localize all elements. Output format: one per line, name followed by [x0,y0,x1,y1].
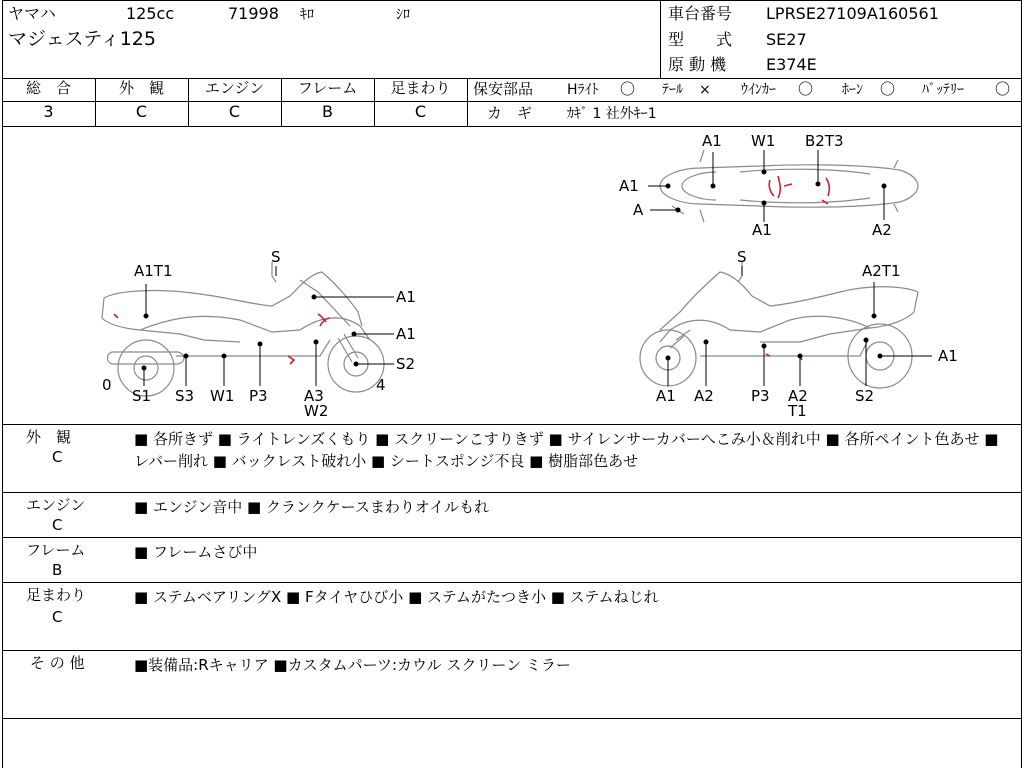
comment-text-suspension: ■ ステムベアリングX ■ Fタイヤひび小 ■ ステムがたつき小 ■ ステムねじれ [134,588,659,606]
color-value: ｼﾛ [396,7,410,23]
label-top-b2t3: B2T3 [805,132,844,150]
damage-mark-top-seat-c [822,178,829,204]
safety-horn: ﾎｰﾝ [842,82,863,98]
comment-grade-frame: B [52,561,63,579]
label-left-a1-upper: A1 [396,288,416,306]
score-header-exterior: 外 観 [118,79,164,97]
safety-winker-mark: 〇 [798,80,814,98]
mileage-value: 71998 [228,4,279,23]
comment-text-other: ■装備品:Rキャリア ■カスタムパーツ:カウル スクリーン ミラー [134,656,571,674]
score-header-engine: エンジン [204,79,265,97]
right-scooter-outline [640,262,918,388]
damage-mark-left-rear [114,314,118,318]
model-name: マジェスティ125 [8,28,156,50]
comment-grade-engine: C [52,516,63,534]
score-header-suspension: 足まわり [390,79,451,97]
comment-label-engine: エンジン [26,496,86,514]
label-left-s: S [271,248,281,266]
engine-label: 原 動 機 [668,55,727,74]
type-label: 型 式 [668,30,733,49]
comment-text-exterior: ■ 各所きず ■ ライトレンズくもり ■ スクリーンこすりきず ■ サイレンサーカバーへこみ小＆削れ中 ■ 各所ペイント色あせ ■ レバー削れ ■ バックレスト破れ小 ■ シートスポンジ不良 ■ 樹脂部色あせ [134,430,999,470]
label-top-a: A [633,201,644,219]
label-left-4: 4 [376,376,386,394]
label-top-w1: W1 [751,132,776,150]
frame-no-label: 車台番号 [668,4,733,23]
type-value: SE27 [766,30,807,49]
label-right-s: S [737,248,747,266]
safety-tail: ﾃｰﾙ [662,82,683,98]
safety-tail-mark: × [699,82,711,98]
comment-label-other: そ の 他 [30,654,85,672]
label-right-s2: S2 [855,387,875,405]
comment-label-exterior: 外 観 [26,428,72,446]
label-left-w2: W2 [304,402,329,420]
maker: ヤマハ [8,4,56,23]
damage-mark-top-seat-b [784,184,792,186]
key-label: カ ギ [487,104,533,122]
comment-label-suspension: 足まわり [26,586,87,604]
label-right-a1-rear: A1 [938,347,958,365]
displacement: 125cc [126,4,175,23]
safety-label: 保安部品 [473,80,534,98]
comment-label-frame: フレーム [26,541,86,559]
safety-headlight-mark: 〇 [620,80,636,98]
comment-text-engine: ■ エンジン音中 ■ クランクケースまわりオイルもれ [134,498,490,516]
label-top-a1-left: A1 [619,177,639,195]
label-left-0: 0 [102,376,112,394]
label-top-a2: A2 [872,221,892,239]
label-left-p3: P3 [249,387,268,405]
comment-grade-exterior: C [52,448,63,466]
mileage-unit: ｷﾛ [300,7,314,23]
label-right-a1-front: A1 [656,387,676,405]
damage-mark-left-lower [288,356,294,364]
score-overall: 3 [43,102,54,121]
label-left-a1t1: A1T1 [134,262,173,280]
score-engine: C [228,102,241,121]
comment-grade-suspension: C [52,608,63,626]
label-right-t1: T1 [788,402,807,420]
label-right-a2: A2 [694,387,714,405]
label-right-p3: P3 [751,387,770,405]
label-top-a1-bottom: A1 [752,221,772,239]
label-right-a2t1: A2T1 [862,262,901,280]
score-suspension: C [414,102,427,121]
score-exterior: C [135,102,148,121]
safety-battery: ﾊﾞｯﾃﾘｰ [922,82,964,98]
safety-battery-mark: 〇 [995,80,1011,98]
safety-horn-mark: 〇 [880,80,896,98]
label-left-s3: S3 [175,387,195,405]
safety-headlight: Hﾗｲﾄ [567,82,599,98]
score-header-overall: 総 合 [25,79,71,97]
label-left-s1: S1 [132,387,152,405]
label-left-a3: A3 [304,387,324,405]
top-scooter-outline [660,150,918,222]
label-left-s2: S2 [396,355,416,373]
safety-winker: ｳｲﾝｶｰ [741,82,776,98]
frame-no-value: LPRSE27109A160561 [766,4,939,23]
score-frame: B [322,102,333,121]
label-left-a1-lower: A1 [396,325,416,343]
comment-text-frame: ■ フレームさび中 [134,543,258,561]
engine-value: E374E [766,55,817,74]
label-right-a2-lower: A2 [788,387,808,405]
key-value: ｶｷﾞ 1 社外ｷｰ1 [567,106,657,122]
score-header-frame: フレーム [297,79,358,97]
label-top-a1: A1 [702,132,722,150]
label-left-w1: W1 [210,387,235,405]
damage-mark-top-seat-a [769,176,780,198]
